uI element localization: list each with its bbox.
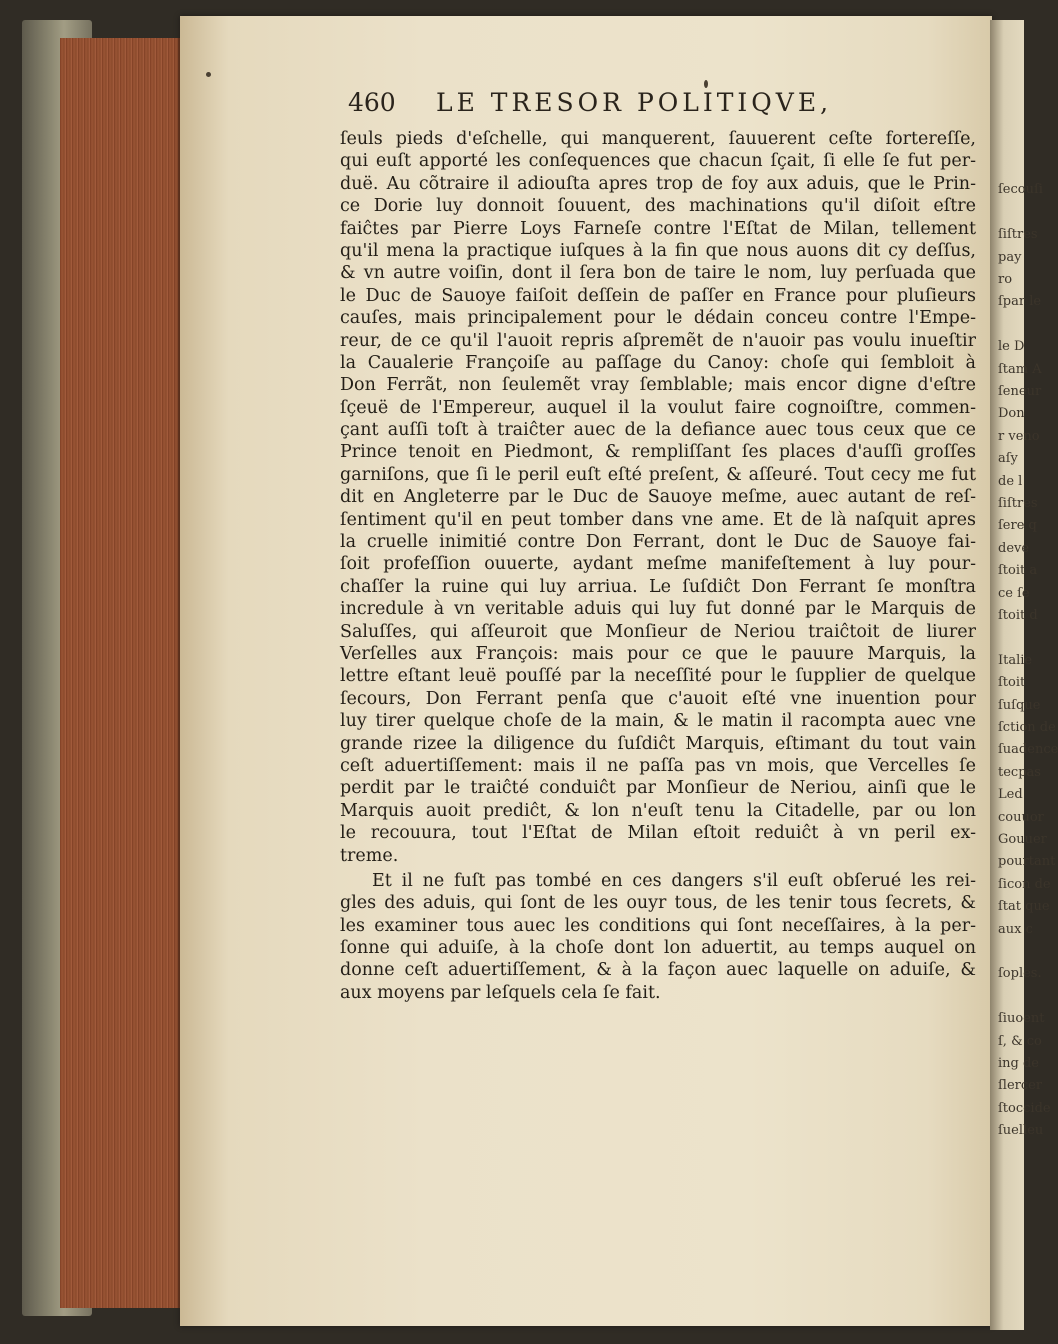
adjacent-page-fragment: pay (998, 249, 1022, 265)
adjacent-page-fragment: ſiſtres (998, 496, 1038, 511)
text-line: treme. (340, 845, 399, 866)
text-line: Marquis auoit prediĉt, & lon n'euſt tenu la Citadelle, par ou lon (340, 800, 976, 821)
text-line: duë. Au cõtraire il adiouſta apres trop de foy aux aduis, que le Prin- (340, 173, 976, 194)
adjacent-page-fragment: ſoples. (998, 966, 1042, 982)
adjacent-page-fragment: ſtoit (998, 675, 1026, 691)
page-edges (60, 38, 180, 1308)
adjacent-page-fragment: tecpas (998, 764, 1041, 780)
adjacent-page-fragment: ſeneur (998, 384, 1042, 399)
adjacent-page-fragment: ſlercer (998, 1078, 1043, 1094)
adjacent-page-fragment: ſction de (998, 720, 1056, 735)
adjacent-page-fragment: ſtoit d (998, 608, 1038, 623)
text-line: qui euſt apporté les conſequences que chacun ſçait, ſi elle ſe fut per- (340, 151, 976, 172)
text-line: gles des aduis, qui ſont de les ouyr tous, de les tenir tous ſecrets, & (340, 893, 976, 914)
adjacent-page-fragment: ſuadence (998, 742, 1058, 758)
adjacent-page-fragment: ſiuoent (998, 1011, 1045, 1027)
text-line: Et il ne fuſt pas tombé en ces dangers s'il euſt obſerué les rei- (372, 870, 976, 891)
adjacent-page-fragment: ſtoit a (998, 563, 1038, 579)
paragraph-2 (340, 870, 976, 1004)
adjacent-page-fragment: ing de (998, 1056, 1039, 1071)
text-line: ſoit profeſſion ouuerte, aydant meſme manifeſtement à luy pour- (340, 554, 976, 575)
adjacent-page-fragment: pourtant (998, 854, 1056, 870)
adjacent-page-fragment: ſtam A (998, 361, 1042, 377)
text-line: ſecours, Don Ferrant penſa que c'auoit eſté vne inuention pour (340, 688, 976, 709)
adjacent-page-fragment: ro (998, 272, 1013, 287)
adjacent-page-fragment: ſuelleu (998, 1123, 1044, 1139)
adjacent-page-fragment: aſy (998, 451, 1018, 467)
adjacent-page-fragment: ſtat que (998, 899, 1050, 915)
adjacent-page-fragment: couuor (998, 809, 1044, 825)
text-line: & vn autre voiſin, dont il ſera bon de taire le nom, luy perſuada que (340, 263, 976, 284)
adjacent-page-fragment: aux c (998, 921, 1033, 937)
adjacent-page-fragment: de l (998, 473, 1023, 489)
text-line: aux moyens par leſquels cela ſe fait. (340, 982, 661, 1003)
adjacent-page-fragment: ſuſque (998, 697, 1041, 713)
text-line: luy tirer quelque choſe de la main, & le matin il racompta auec vne (340, 711, 976, 732)
text-line: Saluſſes, qui aſſeuroit que Monſieur de Neriou traiĉtoit de liurer (340, 621, 976, 642)
adjacent-page-fragment: ſecouſi (998, 182, 1043, 198)
running-title: LE TRESOR POLITIQVE, (436, 88, 833, 117)
adjacent-page-fragment: ſere q (998, 518, 1037, 534)
adjacent-page-fragment: Don (998, 406, 1025, 422)
text-line: ce Dorie luy donnoit ſouuent, des machinations qu'il diſoit eſtre (340, 196, 976, 217)
page-number: 460 (348, 88, 396, 117)
text-line: ſonne qui aduiſe, à la choſe dont lon aduertit, au temps auquel on (340, 938, 976, 959)
text-line: les examiner tous auec les conditions qui ſont neceſſaires, à la per- (340, 915, 976, 936)
text-line: Don Ferrãt, non ſeulemẽt vray ſemblable; mais encor digne d'eſtre (340, 375, 976, 396)
text-line: ſçeuë de l'Empereur, auquel il la voulut faire cognoiſtre, commen- (340, 397, 976, 418)
text-line: cauſes, mais principalement pour le dédain conceu contre l'Empe- (340, 308, 976, 329)
adjacent-page-fragment: ſicon de (998, 876, 1051, 892)
adjacent-page-fragment: ce ſe (998, 585, 1030, 601)
text-line: perdit par le traiĉté conduiĉt par Monſieur de Neriou, ainſi que le (340, 778, 976, 799)
text-line: Verſelles aux François: mais pour ce que le pauure Marquis, la (340, 643, 976, 664)
running-head (348, 88, 968, 128)
text-line: chaſſer la ruine qui luy arriua. Le ſuſdiĉt Don Ferrant ſe monſtra (340, 576, 976, 597)
adjacent-page-fragment: ſ, & co (998, 1033, 1042, 1049)
text-line: grande rizee la diligence du ſuſdiĉt Marquis, eſtimant du tout vain (340, 733, 976, 754)
text-line: ſentiment qu'il en peut tomber dans vne ame. Et de là naſquit apres (340, 509, 976, 530)
paragraph-1 (340, 128, 976, 867)
adjacent-page-fragment: ſtoccide (998, 1100, 1051, 1116)
text-line: faiĉtes par Pierre Loys Farneſe contre l'Eſtat de Milan, tellement (340, 218, 976, 239)
adjacent-page-fragment: Gouuer (998, 832, 1047, 847)
text-line: qu'il mena la practique iuſques à la fin que nous auons dit cy deſſus, (340, 240, 976, 261)
text-line: dit en Angleterre par le Duc de Sauoye meſme, auec autant de reſ- (340, 487, 976, 508)
adjacent-page-fragment: ſiſtres (998, 227, 1038, 243)
paper-spot (206, 72, 211, 77)
text-line: garniſons, que ſi le peril euſt eſté preſent, & aſſeuré. Tout cecy me fut (340, 464, 976, 485)
text-line: incredule à vn veritable aduis qui luy fut donné par le Marquis de (340, 599, 976, 620)
text-line: ſeuls pieds d'eſchelle, qui manquerent, ſauuerent ceſte fortereſſe, (340, 129, 976, 149)
adjacent-page-fragment: ſpar le (998, 294, 1042, 310)
text-line: donne ceſt aduertiſſement, & à la façon auec laquelle on aduiſe, & (340, 960, 976, 981)
adjacent-page-edge (990, 20, 1058, 1330)
adjacent-page-fragment: Italie (998, 652, 1033, 668)
text-line: le recouura, tout l'Eſtat de Milan eſtoit reduiĉt à vn peril ex- (340, 823, 976, 844)
adjacent-page-fragment: le D (998, 339, 1025, 355)
adjacent-page-fragment: r veno (998, 428, 1040, 444)
adjacent-page-fragment: deve (998, 540, 1030, 556)
text-line: reur, de ce qu'il l'auoit repris aſpremẽt de n'auoir pas voulu inueſtir (340, 330, 976, 351)
paper-spot (704, 80, 708, 88)
body-text (340, 128, 976, 1004)
text-line: le Duc de Sauoye faiſoit deſſein de paſſer en France pour pluſieurs (340, 285, 976, 306)
text-line: Prince tenoit en Piedmont, & rempliſſant ſes places d'auſſi groſſes (340, 442, 976, 463)
text-line: ceſt aduertiſſement: mais il ne paſſa pas vn mois, que Vercelles ſe (340, 755, 976, 776)
text-line: lettre eſtant leuë pouſſé par la neceſſité pour le ſupplier de quelque (340, 666, 976, 687)
adjacent-page-fragment: Led (998, 787, 1023, 803)
text-line: la cruelle inimitié contre Don Ferrant, dont le Duc de Sauoye fai- (340, 532, 976, 553)
text-line: çant auſſi toſt à traiĉter auec de la defiance auec tous ceux que ce (340, 420, 976, 441)
text-line: la Caualerie Françoiſe au paſſage du Canoy: choſe qui ſembloit à (340, 352, 976, 373)
